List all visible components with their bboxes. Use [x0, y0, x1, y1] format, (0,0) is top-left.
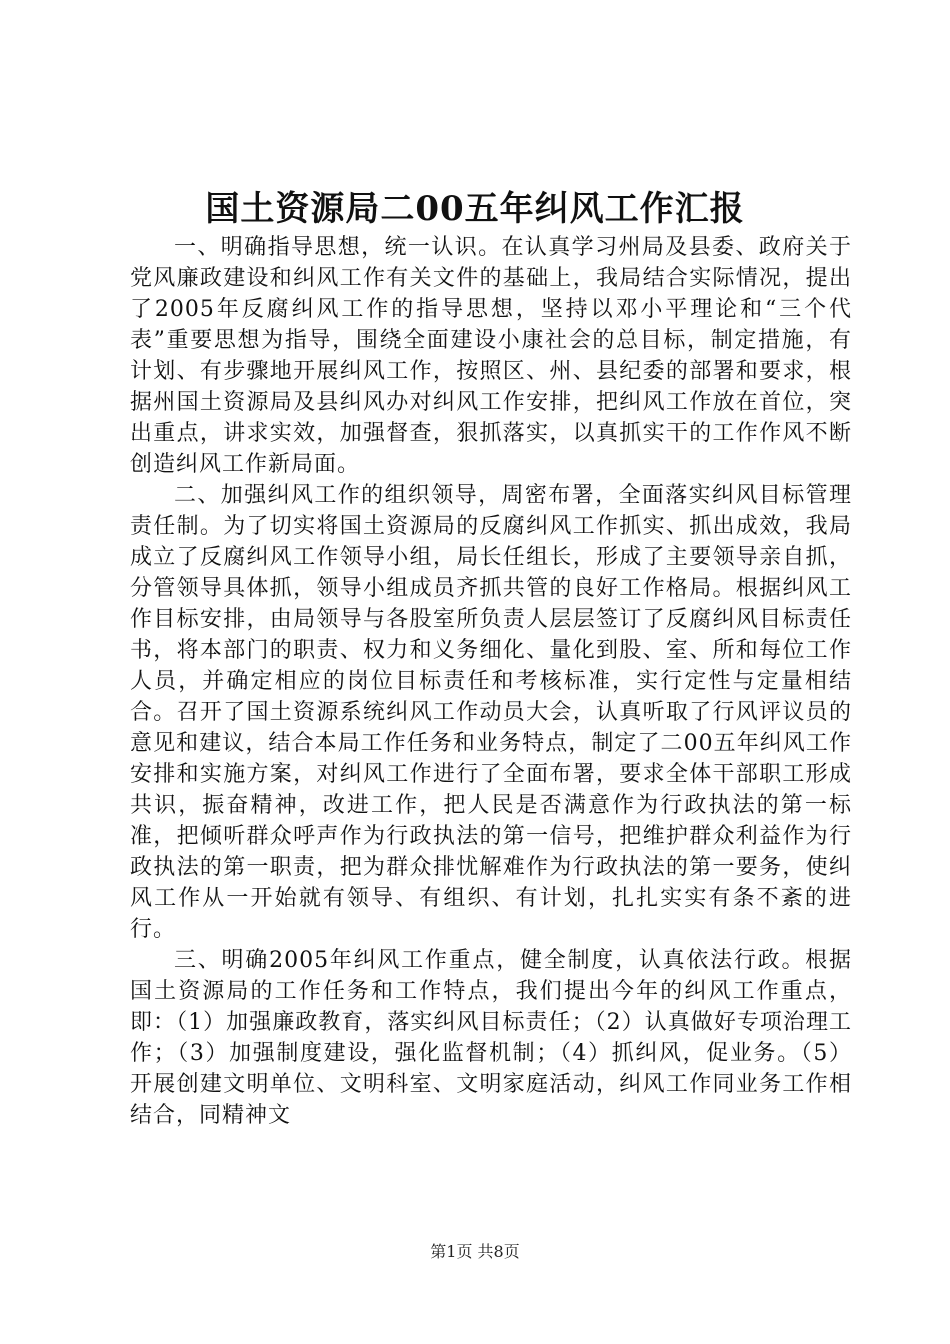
page-number-footer: 第1页 共8页	[430, 1242, 520, 1261]
document-body	[130, 232, 852, 1131]
paragraph-1: 一、明确指导思想，统一认识。在认真学习州局及县委、政府关于党风廉政建设和纠风工作有关文件的基础上，我局结合实际情况，提出了2005年反腐纠风工作的指导思想，坚持以邓小平理论和“三个代表”重要思想为指导，围绕全面建设小康社会的总目标，制定措施，有计划、有步骤地开展纠风工作，按照区、州、县纪委的部署和要求，根据州国土资源局及县纠风办对纠风工作安排，把纠风工作放在首位，突出重点，讲求实效，加强督查，狠抓落实，以真抓实干的工作作风不断创造纠风工作新局面。	[130, 235, 852, 477]
paragraph-2: 二、加强纠风工作的组织领导，周密布署，全面落实纠风目标管理责任制。为了切实将国土资源局的反腐纠风工作抓实、抓出成效，我局成立了反腐纠风工作领导小组，局长任组长，形成了主要领导亲自抓，分管领导具体抓，领导小组成员齐抓共管的良好工作格局。根据纠风工作目标安排，由局领导与各股室所负责人层层签订了反腐纠风目标责任书，将本部门的职责、权力和义务细化、量化到股、室、所和每位工作人员，并确定相应的岗位目标责任和考核标准，实行定性与定量相结合。召开了国土资源系统纠风工作动员大会，认真听取了行风评议员的意见和建议，结合本局工作任务和业务特点，制定了二00五年纠风工作安排和实施方案，对纠风工作进行了全面布署，要求全体干部职工形成共识，振奋精神，改进工作，把人民是否满意作为行政执法的第一标准，把倾听群众呼声作为行政执法的第一信号，把维护群众利益作为行政执法的第一职责，把为群众排忧解难作为行政执法的第一要务，使纠风工作从一开始就有领导、有组织、有计划，扎扎实实有条不紊的进行。	[130, 483, 852, 942]
paragraph-3: 三、明确2005年纠风工作重点，健全制度，认真依法行政。根据国土资源局的工作任务和工作特点，我们提出今年的纠风工作重点，即：（1）加强廉政教育，落实纠风目标责任；（2）认真做好专项治理工作；（3）加强制度建设，强化监督机制；（4）抓纠风，促业务。（5）开展创建文明单位、文明科室、文明家庭活动，纠风工作同业务工作相结合，同精神文	[130, 948, 852, 1128]
document-title: 国土资源局二00五年纠风工作汇报	[205, 189, 745, 229]
